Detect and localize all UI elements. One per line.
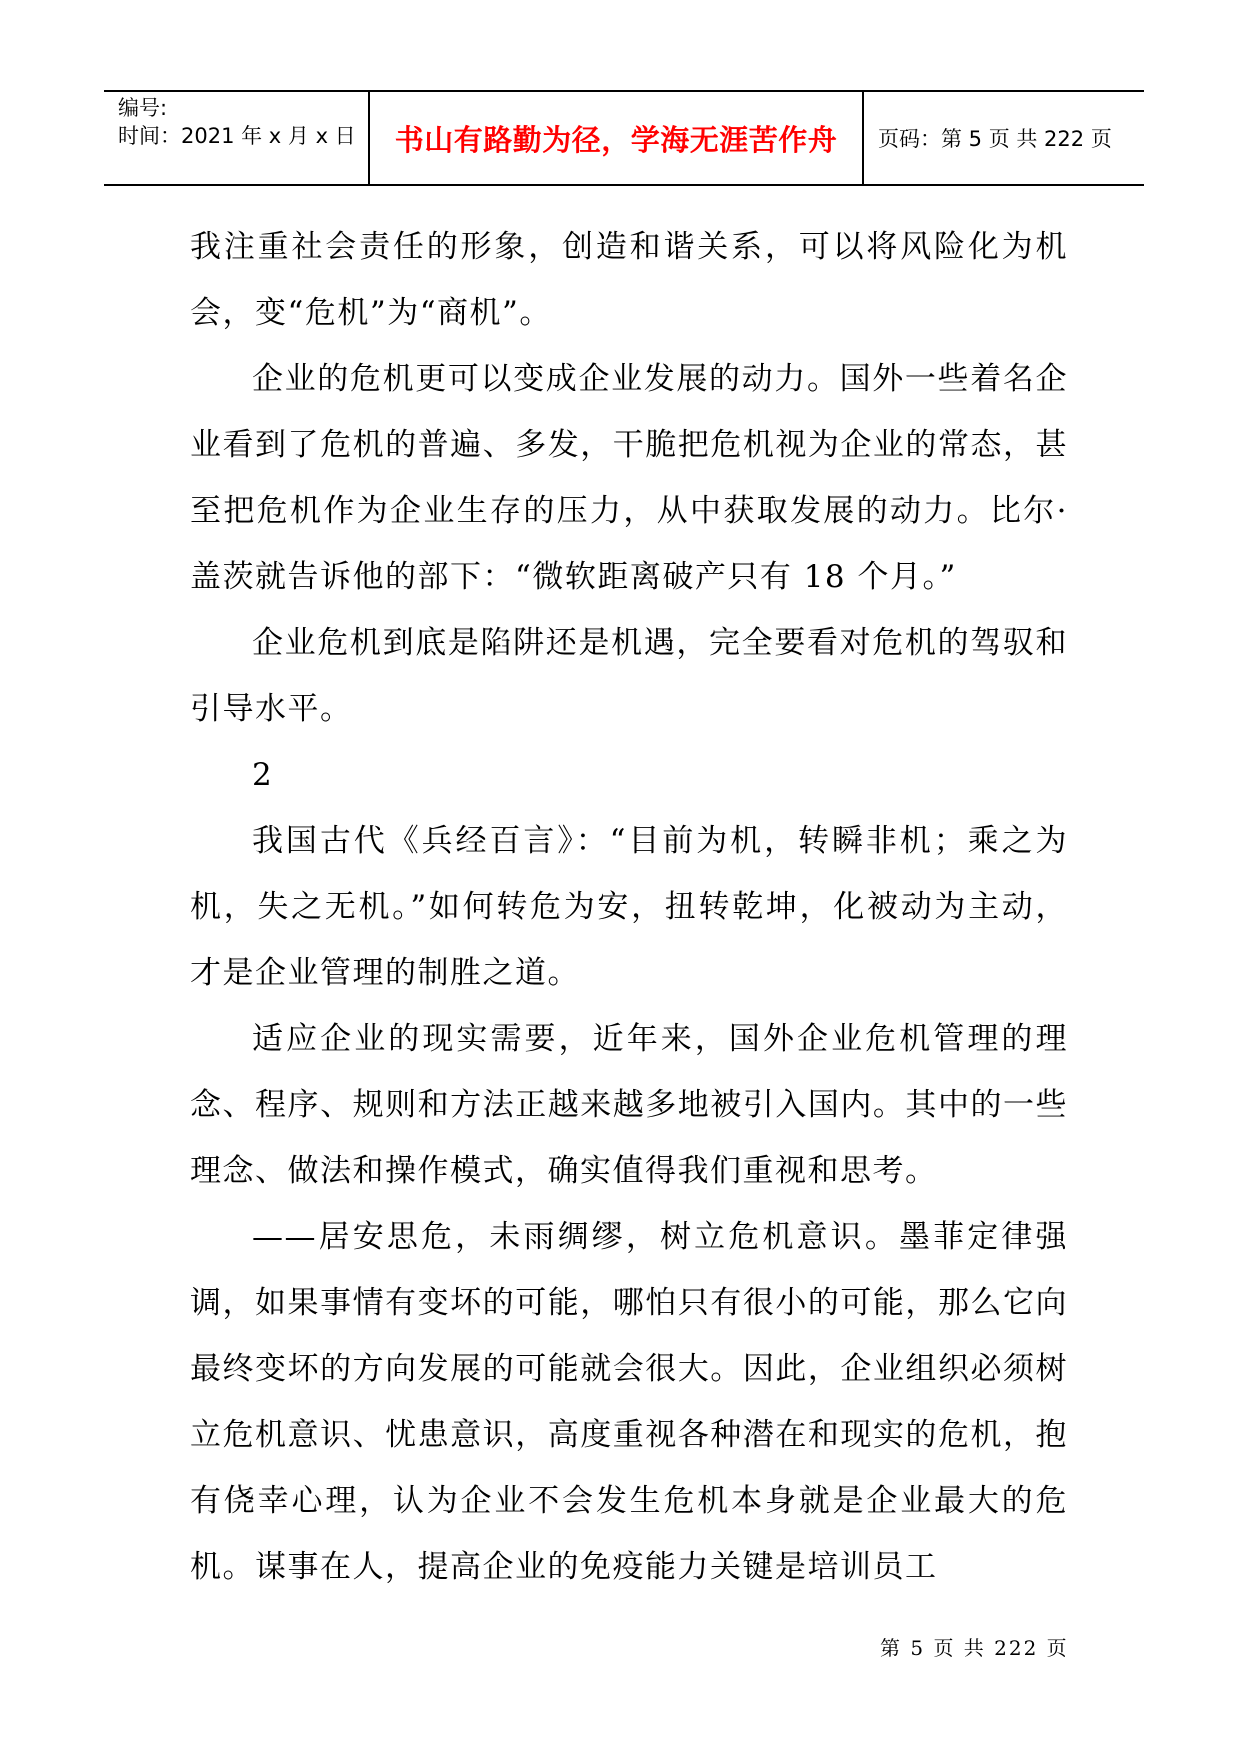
header-meta (104, 92, 368, 184)
body-paragraph: 适应企业的现实需要，近年来，国外企业危机管理的理念、程序、规则和方法正越来越多地被引入国内。其中的一些理念、做法和操作模式，确实值得我们重视和思考。 (190, 1021, 1068, 1189)
document-code-label: 编号: (118, 96, 168, 120)
section-number: 2 (252, 757, 274, 793)
header-page-number: 页码：第 5 页 共 222 页 (878, 127, 1112, 151)
body-paragraph: 企业危机到底是陷阱还是机遇，完全要看对危机的驾驭和引导水平。 (190, 625, 1068, 727)
document-time-label: 时间：2021 年 x 月 x 日 (118, 124, 356, 148)
header-motto: 书山有路勤为径，学海无涯苦作舟 (394, 122, 838, 157)
body-paragraph: 我国古代《兵经百言》：“目前为机，转瞬非机；乘之为机，失之无机。”如何转危为安，扭转乾坤，化被动为主动，才是企业管理的制胜之道。 (190, 823, 1068, 991)
body-paragraph: ——居安思危，未雨绸缪，树立危机意识。墨菲定律强调，如果事情有变坏的可能，哪怕只有很小的可能，那么它向最终变坏的方向发展的可能就会很大。因此，企业组织必须树立危机意识、忧患意识，高度重视各种潜在和现实的危机，抱有侥幸心理，认为企业不会发生危机本身就是企业最大的危机。谋事在人，提高企业的免疫能力关键是培训员工 (190, 1219, 1068, 1585)
document-body (190, 214, 1068, 1600)
header-divider-right (862, 92, 864, 184)
page-header (104, 90, 1144, 186)
body-paragraph: 企业的危机更可以变成企业发展的动力。国外一些着名企业看到了危机的普遍、多发，干脆把危机视为企业的常态，甚至把危机作为企业生存的压力，从中获取发展的动力。比尔·盖茨就告诉他的部下：“微软距离破产只有 18 个月。” (190, 361, 1068, 595)
body-paragraph: 我注重社会责任的形象，创造和谐关系，可以将风险化为机会，变“危机”为“商机”。 (190, 229, 1068, 331)
page-footer: 第 5 页 共 222 页 (880, 1636, 1069, 1660)
